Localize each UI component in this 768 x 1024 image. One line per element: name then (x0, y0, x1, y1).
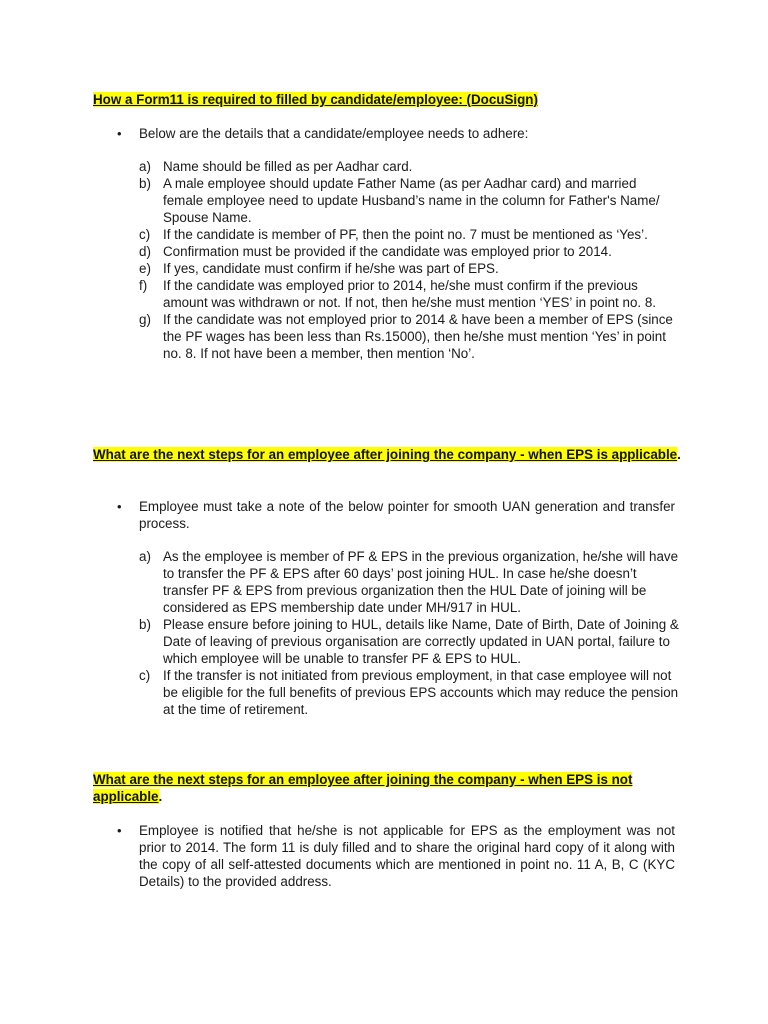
list-marker: f) (139, 278, 148, 293)
list-item (139, 260, 679, 277)
section1-list (139, 158, 679, 362)
section2-bullet-text: Employee must take a note of the below pointer for smooth UAN generation and transfer process. (139, 499, 675, 531)
list-item (139, 226, 679, 243)
list-marker: d) (139, 244, 151, 259)
section1-heading-text: How a Form11 is required to filled by candidate/employee: (DocuSign) (93, 92, 538, 107)
section2-heading-suffix: . (677, 447, 681, 462)
section3-bullet-text: Employee is notified that he/she is not applicable for EPS as the employment was not prior to 2014. The form 11 is duly filled and to share the original hard copy of it along with the copy of all self-attested documents which are mentioned in point no. 11 A, B, C (KYC Details) to the provided address. (139, 823, 675, 889)
list-marker: a) (139, 159, 151, 174)
section2-heading-text: What are the next steps for an employee after joining the company - when EPS is applicable (93, 447, 678, 462)
section2-list (139, 548, 679, 718)
list-item (139, 667, 679, 718)
section1-bullet-text: Below are the details that a candidate/employee needs to adhere: (139, 126, 529, 141)
list-item-text: Name should be filled as per Aadhar card. (163, 159, 413, 174)
list-marker: e) (139, 261, 151, 276)
list-marker: a) (139, 549, 151, 564)
section3-heading-text: What are the next steps for an employee after joining the company - when EPS is not applicable (93, 772, 633, 804)
list-item-text: A male employee should update Father Name (as per Aadhar card) and married female employee need to update Husband’s name in the column for Father's Name/ Spouse Name. (163, 176, 660, 225)
list-item-text: Please ensure before joining to HUL, details like Name, Date of Birth, Date of Joining & Date of leaving of previous organisation are correctly updated in UAN portal, failure to which employee will be unable to transfer PF & EPS to HUL. (163, 617, 679, 666)
section3-heading-suffix: . (158, 789, 163, 804)
list-marker: c) (139, 668, 151, 683)
bullet-icon: • (117, 126, 122, 141)
bullet-icon: • (117, 499, 122, 514)
list-item (139, 243, 679, 260)
list-item-text: Confirmation must be provided if the candidate was employed prior to 2014. (163, 244, 612, 259)
section3-heading (93, 771, 683, 805)
list-item-text: As the employee is member of PF & EPS in the previous organization, he/she will have to transfer the PF & EPS after 60 days’ post joining HUL. In case he/she doesn’t transfer PF & EPS from previous organization then the HUL Date of joining will be considered as EPS membership date under MH/917 in HUL. (163, 549, 679, 615)
list-marker: b) (139, 617, 151, 632)
list-marker: g) (139, 312, 151, 327)
list-item (139, 175, 679, 226)
section2-heading (93, 446, 683, 463)
list-item-text: If yes, candidate must confirm if he/she was part of EPS. (163, 261, 499, 276)
list-marker: c) (139, 227, 151, 242)
list-item (139, 277, 679, 311)
bullet-icon: • (117, 823, 122, 838)
list-marker: b) (139, 176, 151, 191)
list-item-text: If the candidate was not employed prior to 2014 & have been a member of EPS (since the PF wages has been less than Rs.15000), then he/she must mention ‘Yes’ in point no. 8. If not have been a member, then mention ‘No’. (163, 312, 673, 361)
list-item (139, 616, 679, 667)
list-item-text: If the candidate was employed prior to 2014, he/she must confirm if the previous amount was withdrawn or not. If not, then he/she must mention ‘YES’ in point no. 8. (163, 278, 656, 310)
list-item (139, 158, 679, 175)
section1-heading (93, 91, 683, 108)
list-item-text: If the transfer is not initiated from previous employment, in that case employee will not be eligible for the full benefits of previous EPS accounts which may reduce the pension at the time of retirement. (163, 668, 679, 717)
list-item (139, 548, 679, 616)
list-item (139, 311, 679, 362)
list-item-text: If the candidate is member of PF, then the point no. 7 must be mentioned as ‘Yes’. (163, 227, 648, 242)
